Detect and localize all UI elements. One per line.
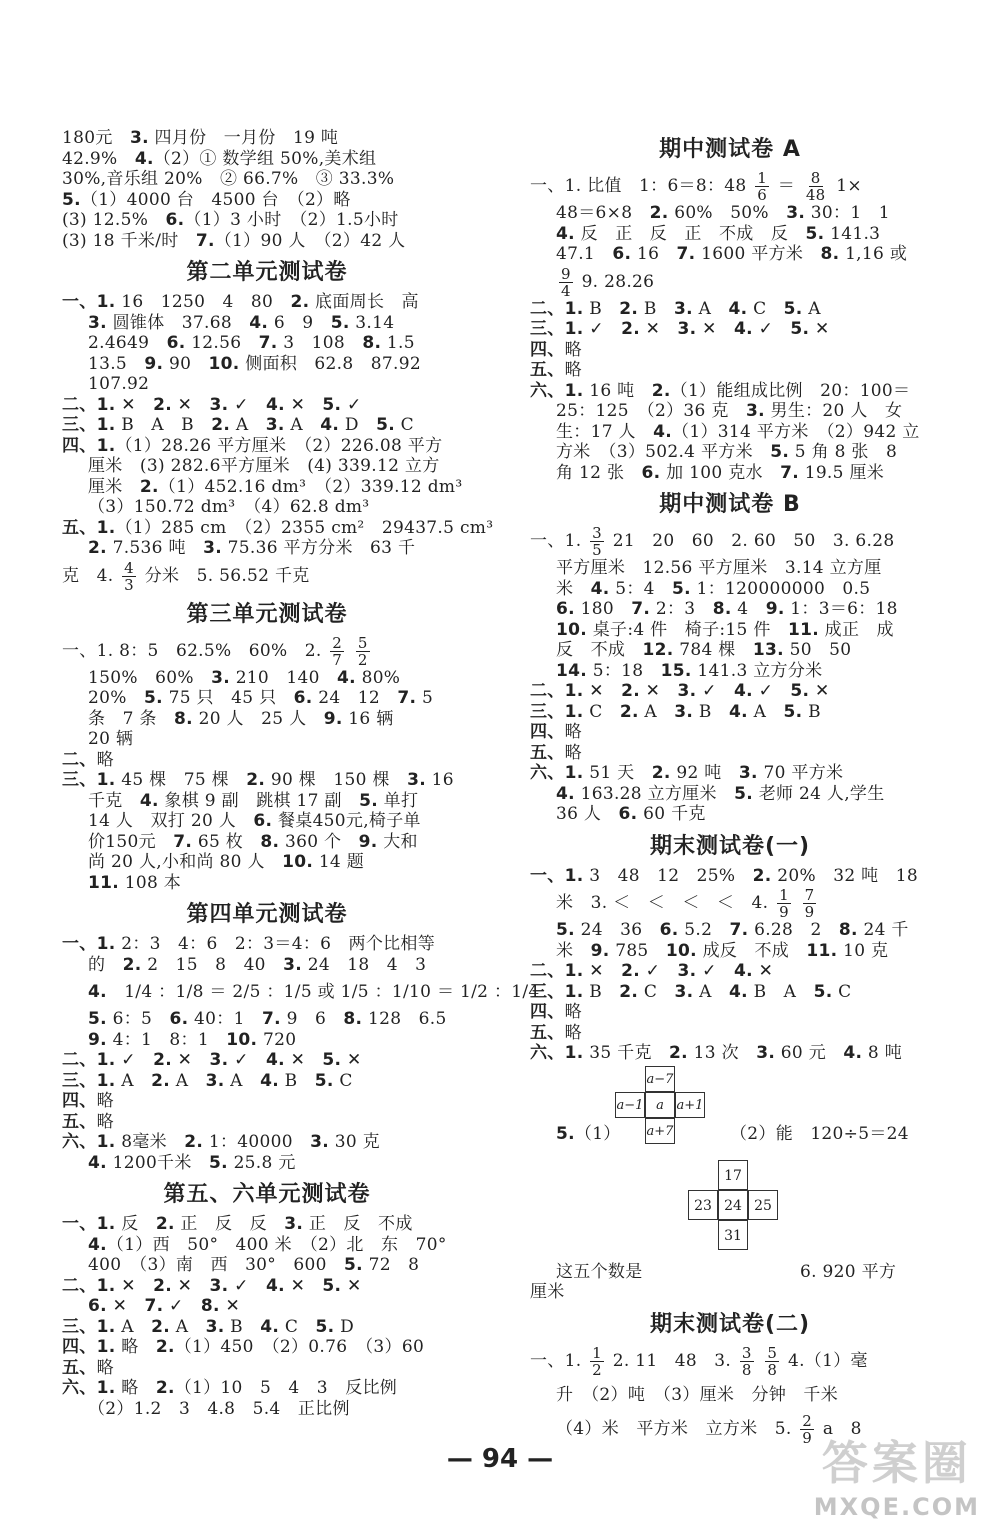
- answer-line: 9. 4：1 8：1 10. 720: [88, 1029, 297, 1050]
- intro-answers: [62, 128, 472, 251]
- unit56-answers: [62, 1214, 472, 1419]
- answer-line: 二、1. ✕ 2. ✕ 3. ✓ 4. ✕ 5. ✕: [62, 1275, 362, 1296]
- answer-line: 11. 108 本: [88, 872, 182, 893]
- answer-line: 五、略: [530, 1022, 582, 1043]
- answer-line: 2. 7.536 吨 3. 75.36 平方分米 63 千: [88, 538, 416, 558]
- answer-line: 3. 圆锥体 37.68 4. 6 9 5. 3.14: [88, 312, 395, 333]
- final2-last-line: （4）米 平方米 立方米 5. $\frac{2}{9}$ a 8: [556, 1411, 862, 1447]
- answer-line: 2.4649 6. 12.56 7. 3 108 8. 1.5: [88, 333, 415, 353]
- midA-answers-a: [530, 203, 930, 265]
- answer-line: 三、1. A 2. A 3. A 4. B 5. C: [62, 1070, 353, 1091]
- answer-line: 六、1. 35 千克 2. 13 次 3. 60 元 4. 8 吨: [530, 1043, 903, 1063]
- unit2-frac-line: 克 4. $\frac{4}{3}$ 分米 5. 56.52 千克: [62, 558, 310, 594]
- midA-frac-line: $\frac{9}{4}$ 9. 28.26: [561, 264, 655, 300]
- answer-line: 三、1. 45 棵 75 棵 2. 90 棵 150 棵 3. 16: [62, 770, 454, 790]
- answer-line: 反 不成 12. 784 棵 13. 50 50: [556, 640, 852, 660]
- page-number: — 94 —: [446, 1444, 554, 1474]
- answer-line: 角 12 张 6. 加 100 克水 7. 19.5 厘米: [556, 462, 885, 483]
- answer-line: 五、1.（1）285 cm （2）2355 cm² 29437.5 cm³: [62, 517, 494, 538]
- answer-line: 二、1. ✕ 2. ✓ 3. ✓ 4. ✕: [530, 961, 774, 981]
- answer-line: 五、略: [530, 360, 582, 380]
- answer-line: 四、略: [62, 1091, 114, 1111]
- answer-line: 五、略: [62, 1357, 114, 1378]
- answer-line: 四、略: [530, 722, 582, 742]
- answer-line: 三、1. A 2. A 3. B 4. C 5. D: [62, 1316, 354, 1337]
- answer-line: 4.（1）西 50° 400 米 （2）北 东 70°: [88, 1234, 447, 1255]
- final2-first-line: 一、1. $\frac{1}{2}$ 2. 11 48 3. $\frac{3}{8}$ $\frac{5}{8}$ 4.（1）毫: [530, 1343, 868, 1379]
- cross-grid-b: [680, 1160, 820, 1270]
- answer-line: 米 9. 785 10. 成反 不成 11. 10 克: [556, 940, 889, 961]
- midB-first-line: 一、1. $\frac{3}{5}$ 21 20 60 2. 60 50 3. 6.28: [530, 524, 895, 559]
- watermark-logo: [814, 1427, 980, 1521]
- answer-line: 4. 163.28 立方厘米 5. 老师 24 人,学生: [556, 783, 885, 804]
- answer-line: 四、略: [530, 1002, 582, 1022]
- answer-line: 6. ✕ 7. ✓ 8. ✕: [88, 1296, 241, 1316]
- answer-line: 价150元 7. 65 枚 8. 360 个 9. 大和: [88, 831, 418, 852]
- fraction: $\frac{3}{5}$: [592, 524, 602, 559]
- unit56-title: 第五、六单元测试卷: [163, 1182, 371, 1207]
- fraction: $\frac{1}{9}$: [779, 886, 789, 921]
- answer-line: 6. 180 7. 2：3 8. 4 9. 1：3＝6：18: [556, 599, 898, 619]
- unit4-answers-b: [62, 1009, 472, 1173]
- answer-line: 14. 5：18 15. 141.3 立方分米: [556, 660, 823, 681]
- unit2-title: 第二单元测试卷: [186, 260, 348, 285]
- grid-cell-center: a: [645, 1092, 675, 1118]
- final2-title: 期末测试卷(二): [649, 1311, 811, 1337]
- answer-line: （3）150.72 dm³ （4）62.8 dm³: [88, 497, 370, 517]
- answer-line: 千克 4. 象棋 9 副 跳棋 17 副 5. 单打: [88, 790, 419, 811]
- answer-line: 一、1. 3 48 12 25% 2. 20% 32 吨 18: [530, 865, 919, 886]
- answer-line: 42.9% 4.（2）① 数学组 50%,美术组: [62, 148, 377, 169]
- answer-line: 一、1. 2：3 4：6 2：3＝4：6 两个比相等: [62, 934, 436, 954]
- midA-title: 期中测试卷 A: [659, 137, 801, 162]
- grid-cell-top: 17: [718, 1160, 748, 1190]
- answer-line: 150% 60% 3. 210 140 4. 80%: [88, 667, 401, 688]
- answer-line: 20 辆: [88, 729, 134, 749]
- answer-line: 三、1. B 2. C 3. A 4. B A 5. C: [530, 981, 852, 1002]
- midB-answers: [530, 558, 930, 825]
- answer-line: 二、1. ✕ 2. ✕ 3. ✓ 4. ✕ 5. ✓: [62, 394, 362, 415]
- answer-line: 13.5 9. 90 10. 侧面积 62.8 87.92: [88, 353, 421, 374]
- answer-line: 厘米 2.（1）452.16 dm³ （2）339.12 dm³: [88, 476, 463, 497]
- answer-line: 四、1.（1）28.26 平方厘米 （2）226.08 平方: [62, 435, 443, 456]
- grid-cell-right: 25: [748, 1190, 778, 1220]
- answer-line: 厘米 (3) 282.6平方厘米 (4) 339.12 立方: [88, 456, 440, 476]
- answer-line: 5.（1）4000 台 4500 台 （2）略: [62, 189, 351, 210]
- answer-line: 400 （3）南 西 30° 600 5. 72 8: [88, 1255, 420, 1275]
- unit2-answers: [62, 292, 494, 559]
- answer-line: 六、1. 16 吨 2.（1）能组成比例 20：100＝: [530, 380, 911, 401]
- grid-cell-bottom: 31: [718, 1220, 748, 1250]
- fraction: $\frac{2}{9}$: [802, 1411, 813, 1447]
- answer-line: 10. 桌子:4 件 椅子:15 件 11. 成正 成: [556, 619, 894, 640]
- fraction: $\frac{1}{6}$: [757, 169, 768, 204]
- grid-cell-right: a+1: [675, 1092, 705, 1118]
- midA-answers-b: [530, 299, 930, 484]
- final1-answers-a: [530, 866, 930, 887]
- grid-cell-left: a−1: [615, 1092, 645, 1118]
- watermark-url: MXQE.COM: [813, 1493, 980, 1521]
- final1-title: 期末测试卷(一): [649, 833, 811, 859]
- answer-line: 四、略: [530, 339, 582, 360]
- answer-line: 5. 6：5 6. 40：1 7. 9 6 8. 128 6.5: [88, 1009, 447, 1029]
- answer-line: 5. 24 36 6. 5.2 7. 6.28 2 8. 24 千: [556, 920, 909, 940]
- answer-line: 五、略: [62, 1111, 114, 1132]
- unit3-answers: [62, 668, 472, 894]
- grid-cell-top: a−7: [645, 1066, 675, 1092]
- midA-first-line: 一、1. 比值 1：6＝8：48 $\frac{1}{6}$ ＝ $\frac{8}{48}$ 1×: [530, 169, 862, 204]
- answer-line: 14 人 双打 20 人 6. 餐桌450元,椅子单: [88, 811, 421, 831]
- answer-line: 107.92: [88, 374, 150, 394]
- watermark-text: 答案圈: [821, 1436, 972, 1490]
- final2-line2: 升 （2）吨 （3）厘米 分钟 千米: [556, 1384, 839, 1405]
- answer-line: 36 人 6. 60 千克: [556, 804, 706, 824]
- answer-line: 六、1. 8毫米 2. 1：40000 3. 30 克: [62, 1132, 380, 1152]
- unit4-answers-a: [62, 934, 472, 975]
- answer-line: 方米 （3）502.4 平方米 5. 5 角 8 张 8: [556, 442, 898, 462]
- answer-line: （2）1.2 3 4.8 5.4 正比例: [88, 1398, 350, 1419]
- answer-line: 30%,音乐组 20% ② 66.7% ③ 33.3%: [62, 169, 395, 189]
- unit4-title: 第四单元测试卷: [186, 902, 348, 927]
- grid-cell-left: 23: [688, 1190, 718, 1220]
- answer-line: 47.1 6. 16 7. 1600 平方米 8. 1,16 或: [556, 244, 908, 264]
- answer-line: 六、1. 51 天 2. 92 吨 3. 70 平方米: [530, 763, 844, 783]
- answer-line: 三、1. B A B 2. A 3. A 4. D 5. C: [62, 415, 414, 435]
- answer-line: 二、1. B 2. B 3. A 4. C 5. A: [530, 298, 821, 319]
- grid-cell-bottom: a+7: [645, 1118, 675, 1144]
- final1-answers-b: [530, 920, 930, 1064]
- answer-line: 六、1. 略 2.（1）10 5 4 3 反比例: [62, 1378, 398, 1398]
- fraction: $\frac{7}{9}$: [804, 886, 815, 921]
- unit4-frac-row: 4. 1/4 ：1/8 ＝ 2/5 ：1/5 或 1/5 ：1/10 ＝ 1/2 ：1/4: [88, 982, 540, 1002]
- answer-line: 五、略: [530, 742, 582, 763]
- answer-line: 四、1. 略 2.（1）450 （2）0.76 （3）60: [62, 1337, 425, 1357]
- grid-cell-center: 24: [718, 1190, 748, 1220]
- final1-tail-c: 厘米: [530, 1282, 565, 1302]
- right-column: [530, 128, 930, 1446]
- answer-line: 20% 5. 75 只 45 只 6. 24 12 7. 5: [88, 688, 434, 708]
- answer-line: 尚 20 人,小和尚 80 人 10. 14 题: [88, 852, 365, 872]
- answer-line: 48＝6×8 2. 60% 50% 3. 30：1 1: [556, 203, 890, 223]
- fraction: $\frac{4}{3}$: [124, 558, 134, 594]
- answer-line: 一、1. 反 2. 正 反 反 3. 正 反 不成: [62, 1214, 413, 1234]
- answer-line: (3) 12.5% 6.（1）3 小时 （2）1.5小时: [62, 210, 399, 230]
- left-column: [62, 128, 540, 1419]
- answer-line: 25：125 （2）36 克 3. 男生：20 人 女: [556, 401, 903, 421]
- answer-line: 米 4. 5：4 5. 1：120000000 0.5: [556, 578, 871, 599]
- fraction: $\frac{5}{8}$: [767, 1343, 778, 1379]
- fraction: $\frac{9}{4}$: [561, 264, 571, 300]
- midB-title: 期中测试卷 B: [659, 492, 801, 517]
- answer-line: 平方厘米 12.56 平方厘米 3.14 立方厘: [556, 558, 882, 578]
- answer-line: 4. 反 正 反 正 不成 反 5. 141.3: [556, 223, 881, 244]
- unit3-first-line: 一、1. 8：5 62.5% 60% 2. $\frac{2}{7}$ $\frac{5}{2}$: [62, 633, 368, 669]
- fraction: $\frac{8}{48}$: [805, 169, 826, 204]
- final1-cmp-line: 米 3. ＜ ＜ ＜ ＜ 4. $\frac{1}{9}$ $\frac{7}{9}$: [556, 886, 815, 921]
- answer-line: 生：17 人 4.（1）314 平方米 （2）942 立: [556, 421, 920, 442]
- fraction: $\frac{3}{8}$: [741, 1343, 752, 1379]
- answer-line: 的 2. 2 15 8 40 3. 24 18 4 3: [88, 954, 427, 975]
- q5-prefix: 5.（1）: [556, 1123, 621, 1144]
- fraction: $\frac{1}{2}$: [592, 1343, 602, 1379]
- answer-line: 二、略: [62, 749, 114, 770]
- answer-line: 二、1. ✓ 2. ✕ 3. ✓ 4. ✕ 5. ✕: [62, 1050, 362, 1070]
- cross-grid-b-block: [530, 1167, 930, 1262]
- answer-line: 一、1. 16 1250 4 80 2. 底面周长 高: [62, 292, 419, 312]
- answer-line: 三、1. ✓ 2. ✕ 3. ✕ 4. ✓ 5. ✕: [530, 319, 830, 339]
- fraction: $\frac{5}{2}$: [357, 633, 368, 669]
- answer-line: 三、1. C 2. A 3. B 4. A 5. B: [530, 701, 821, 722]
- answer-line: 180元 3. 四月份 一月份 19 吨: [62, 128, 339, 148]
- answer-line: 条 7 条 8. 20 人 25 人 9. 16 辆: [88, 708, 394, 729]
- answer-line: (3) 18 千米/时 7.（1）90 人 （2）42 人: [62, 230, 406, 251]
- fraction: $\frac{2}{7}$: [332, 633, 343, 669]
- answer-line: 二、1. ✕ 2. ✕ 3. ✓ 4. ✓ 5. ✕: [530, 681, 830, 701]
- unit3-title: 第三单元测试卷: [186, 601, 348, 627]
- q5-part2: （2）能 120÷5＝24: [730, 1123, 909, 1144]
- final1-tail: 这五个数是 6. 920 平方: [556, 1261, 897, 1282]
- answer-line: 4. 1200千米 5. 25.8 元: [88, 1152, 296, 1173]
